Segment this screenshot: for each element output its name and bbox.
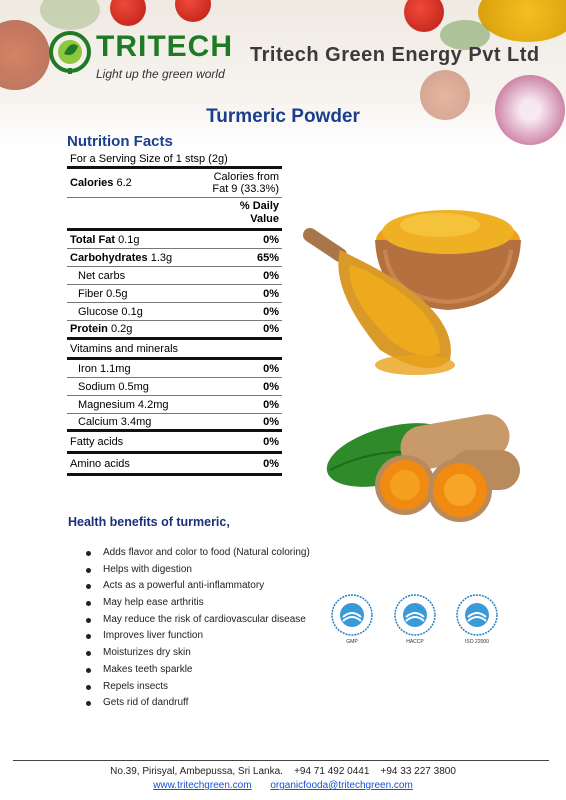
- list-item: May help ease arthritis: [86, 595, 310, 612]
- calories-row: [67, 169, 282, 198]
- list-item: May reduce the risk of cardiovascular disease: [86, 612, 310, 629]
- nutrient-row-total-fat: Total Fat 0.1g 0%: [67, 231, 282, 249]
- list-item: Improves liver function: [86, 628, 310, 645]
- fatty-acids-row: Fatty acids 0%: [67, 432, 282, 454]
- spice-bowl-decoration: [478, 0, 566, 42]
- list-item: Adds flavor and color to food (Natural coloring): [86, 545, 310, 562]
- turmeric-root-image: [310, 400, 530, 525]
- list-item: Helps with digestion: [86, 562, 310, 579]
- footer-links: [0, 780, 566, 791]
- health-benefits-title: Health benefits of turmeric,: [68, 515, 230, 529]
- nutrient-row-net-carbs: Net carbs 0%: [67, 267, 282, 285]
- vitamins-header-row: Vitamins and minerals: [67, 340, 282, 360]
- calories-label: Calories 6.2: [70, 177, 132, 189]
- mineral-row-iron: Iron 1.1mg 0%: [67, 360, 282, 378]
- mineral-row-magnesium: Magnesium 4.2mg 0%: [67, 396, 282, 414]
- turmeric-powder-image: [300, 180, 540, 380]
- nutrient-row-protein: Protein 0.2g 0%: [67, 321, 282, 340]
- company-name: Tritech Green Energy Pvt Ltd: [250, 44, 540, 66]
- brand-name: TRITECH: [96, 30, 233, 63]
- badge-label: GMP: [346, 639, 358, 645]
- certified-seal-icon: [455, 593, 499, 637]
- nutrient-row-fiber: Fiber 0.5g 0%: [67, 285, 282, 303]
- amino-acids-row: Amino acids 0%: [67, 454, 282, 476]
- certified-seal-icon: [330, 593, 374, 637]
- footer-address: No.39, Pirisyal, Ambepussa, Sri Lanka. +94 71 492 0441 +94 33 227 3800: [110, 766, 456, 777]
- list-item: Moisturizes dry skin: [86, 645, 310, 662]
- daily-value-header: % Daily Value: [67, 198, 282, 231]
- tomato-decoration: [175, 0, 211, 22]
- list-item: Acts as a powerful anti-inflammatory: [86, 578, 310, 595]
- list-item: Repels insects: [86, 679, 310, 696]
- mineral-row-sodium: Sodium 0.5mg 0%: [67, 378, 282, 396]
- footer-divider: [13, 760, 549, 761]
- serving-size: For a Serving Size of 1 stsp (2g): [70, 153, 228, 165]
- brand-tagline: Light up the green world: [96, 67, 225, 81]
- email-link[interactable]: organicfooda@tritechgreen.com: [270, 780, 413, 791]
- badge-label: HACCP: [406, 639, 424, 645]
- calories-from-fat: Calories from Fat 9 (33.3%): [212, 171, 279, 195]
- spice-decoration: [0, 20, 50, 90]
- haccp-certification-badge: [393, 593, 437, 645]
- nutrition-title: Nutrition Facts: [67, 133, 173, 150]
- product-title: Turmeric Powder: [206, 106, 360, 127]
- gmp-certification-badge: [330, 593, 374, 645]
- nutrient-row-carbohydrates: Carbohydrates 1.3g 65%: [67, 249, 282, 267]
- badge-label: ISO 22000: [465, 639, 489, 645]
- mineral-row-calcium: Calcium 3.4mg 0%: [67, 414, 282, 432]
- tomato-decoration: [404, 0, 444, 32]
- company-logo: [48, 30, 258, 90]
- nutrition-facts-table: [67, 133, 282, 476]
- iso22000-certification-badge: [455, 593, 499, 645]
- nutrient-row-glucose: Glucose 0.1g 0%: [67, 303, 282, 321]
- logo-globe-icon: [48, 30, 92, 74]
- list-item: Makes teeth sparkle: [86, 662, 310, 679]
- list-item: Gets rid of dandruff: [86, 695, 310, 712]
- serving-size-row: [67, 152, 282, 169]
- certified-seal-icon: [393, 593, 437, 637]
- tomato-decoration: [110, 0, 146, 26]
- herb-decoration: [40, 0, 100, 30]
- website-link[interactable]: www.tritechgreen.com: [153, 780, 252, 791]
- health-benefits-list: [86, 545, 310, 712]
